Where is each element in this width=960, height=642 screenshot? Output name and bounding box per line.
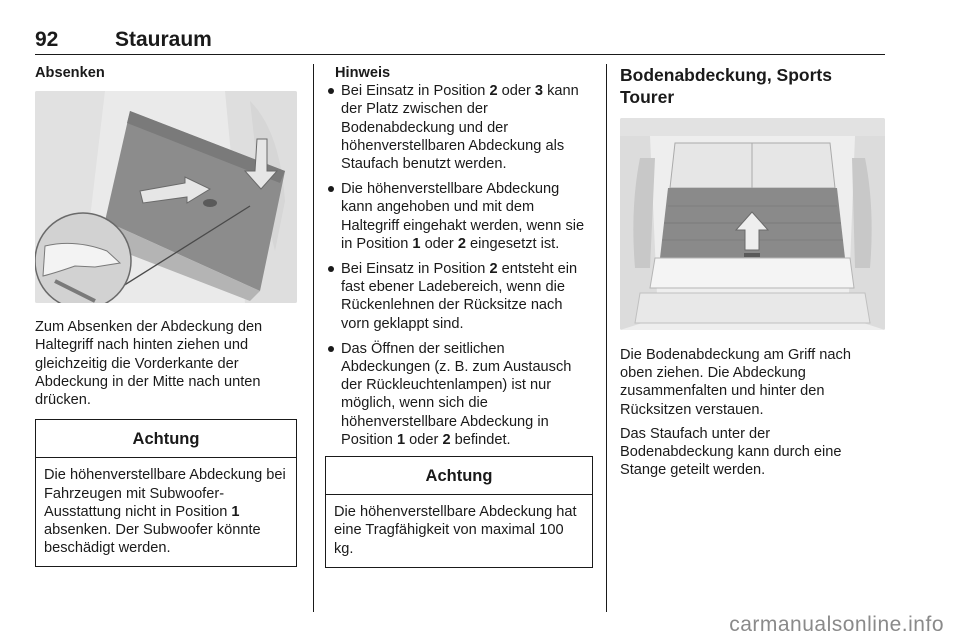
cargo-cover-lowering-illustration [35,91,297,303]
bullet-text: kann der Platz zwischen der Bodenabdeckung und der höhenverstellbaren Abdeckung als Staufach benutzt werden. [341,83,579,173]
position-number: 3 [534,83,544,100]
bullet-text: oder [420,235,458,252]
column-floor-cover [620,64,886,479]
position-number: 2 [442,431,451,448]
warning-text [36,458,296,566]
section-heading-floor-cover: Bodenabdeckung, Sports Tourer [620,65,832,107]
column-lowering [35,64,297,567]
bullet-text: Die höhenverstellbare Abdeckung kann angehoben und mit dem Haltegriff eingehakt werden, wenn sie in Position [341,181,585,252]
note-bullet-list [325,82,593,449]
note-heading: Hinweis [335,65,391,81]
bullet-text: Bei Einsatz in Position [341,83,490,100]
warning-text-part: absenken. Der Subwoofer könnte beschädigt werden. [44,522,261,557]
warning-text: Die höhenverstellbare Abdeckung hat eine Tragfähigkeit von maximal 100 kg. [334,504,577,557]
floor-cover-instructions: Die Bodenabdeckung am Griff nach oben ziehen. Die Abdeckung zusammenfalten und hinter den Rücksitzen verstauen. [620,347,851,418]
column-notes [325,64,593,568]
warning-box-subwoofer [35,419,297,567]
warning-title: Achtung [326,457,592,495]
page-title: Stauraum [115,28,212,51]
note-bullet [325,82,593,173]
position-number: 2 [457,235,466,252]
position-number: 1 [396,431,406,448]
note-bullet [325,340,593,449]
note-bullet [325,260,593,333]
cargo-cover-lowering-image [35,91,297,303]
storage-compartment-info: Das Staufach unter der Bodenabdeckung kann durch eine Stange geteilt werden. [620,425,842,479]
bullet-text: oder [405,431,443,448]
position-number: 2 [489,261,498,278]
position-number: 1 [231,503,240,520]
bullet-text: befindet. [450,431,511,448]
bullet-text: Das Öffnen der seitlichen Abdeckungen (z. B. zum Austausch der Rückleuchtenlampen) ist nur möglich, wenn sich die höhenverstellbare Abdeckung in Position [341,340,572,448]
warning-text-part: Die höhenverstellbare Abdeckung bei Fahrzeugen mit Subwoofer-Ausstattung nicht in Position [44,467,286,520]
bullet-text: entsteht ein fast ebener Ladebereich, wenn die Rückenlehnen der Rücksitze nach vorn geklappt sind. [341,261,578,332]
section-heading-lowering: Absenken [35,65,105,81]
floor-cover-image [620,118,885,330]
page-header [35,26,885,55]
warning-box-load-capacity [325,456,593,568]
position-number: 1 [412,235,421,252]
note-bullet [325,180,593,253]
column-divider [313,64,314,612]
watermark: carmanualsonline.info [729,613,944,636]
bullet-text: eingesetzt ist. [465,235,560,252]
bullet-text: Bei Einsatz in Position [341,261,490,278]
page-number: 92 [35,28,59,51]
floor-cover-illustration [620,118,885,330]
column-divider [606,64,607,612]
bullet-text: oder [497,83,535,100]
lowering-instructions: Zum Absenken der Abdeckung den Haltegriff nach hinten ziehen und gleichzeitig die Vorderkante der Abdeckung in der Mitte nach unten drücken. [35,319,263,409]
position-number: 2 [489,83,498,100]
warning-title: Achtung [36,420,296,458]
